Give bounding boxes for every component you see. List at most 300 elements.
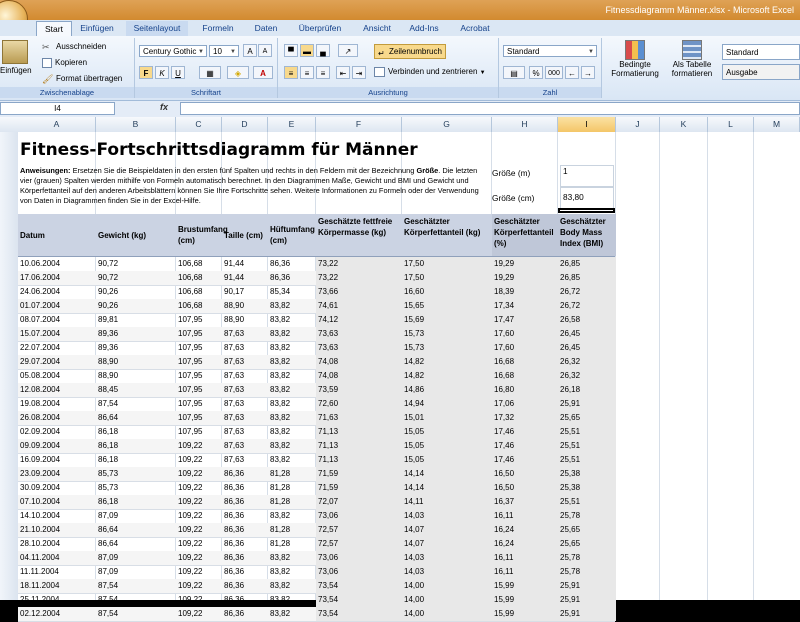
currency-button[interactable] [503, 66, 525, 79]
borders-button[interactable] [199, 66, 221, 79]
table-cell[interactable]: 86,36 [224, 567, 245, 576]
table-cell[interactable]: 89,36 [98, 329, 119, 338]
table-cell[interactable]: 17,50 [402, 271, 492, 285]
table-cell[interactable]: 81,28 [270, 539, 291, 548]
table-cell[interactable]: 87,54 [98, 595, 119, 604]
table-cell[interactable]: 19,29 [492, 271, 558, 285]
table-cell[interactable]: 86,64 [98, 539, 119, 548]
format-as-table-button[interactable] [664, 40, 720, 78]
table-cell[interactable]: 107,95 [178, 413, 203, 422]
table-cell[interactable]: 89,36 [98, 343, 119, 352]
table-cell[interactable]: 25,78 [558, 551, 616, 565]
paste-button[interactable] [0, 40, 32, 75]
table-cell[interactable]: 90,72 [98, 273, 119, 282]
table-cell[interactable]: 17,46 [492, 439, 558, 453]
table-cell[interactable]: 88,90 [98, 357, 119, 366]
orientation-button[interactable]: ↗ [338, 44, 358, 57]
table-cell[interactable]: 17,50 [402, 257, 492, 271]
tab-insert[interactable]: Einfügen [80, 23, 114, 33]
table-cell[interactable]: 25,65 [558, 523, 616, 537]
table-cell[interactable]: 107,95 [178, 399, 203, 408]
table-cell[interactable]: 09.09.2004 [20, 441, 61, 450]
table-cell[interactable]: 72,60 [316, 397, 402, 411]
column-header-m[interactable]: M [754, 117, 800, 132]
table-cell[interactable]: 87,63 [224, 455, 245, 464]
table-cell[interactable]: 16,50 [492, 467, 558, 481]
table-cell[interactable]: 25,51 [558, 439, 616, 453]
table-cell[interactable]: 90,26 [98, 287, 119, 296]
table-cell[interactable]: 25,65 [558, 537, 616, 551]
table-cell[interactable]: 21.10.2004 [20, 525, 61, 534]
table-cell[interactable]: 25.11.2004 [20, 595, 60, 604]
table-cell[interactable]: 05.08.2004 [20, 371, 61, 380]
fx-icon[interactable]: fx [160, 102, 169, 112]
table-cell[interactable]: 87,54 [98, 609, 119, 618]
table-cell[interactable]: 14,14 [402, 467, 492, 481]
table-cell[interactable]: 87,63 [224, 343, 245, 352]
align-left-button[interactable]: ≡ [284, 66, 298, 79]
table-cell[interactable]: 71,13 [316, 439, 402, 453]
format-painter-button[interactable] [42, 74, 122, 84]
table-cell[interactable]: 86,36 [224, 581, 245, 590]
table-cell[interactable]: 86,36 [270, 259, 291, 268]
table-cell[interactable]: 25,78 [558, 565, 616, 579]
table-cell[interactable]: 17,06 [492, 397, 558, 411]
table-cell[interactable]: 74,61 [316, 299, 402, 313]
table-cell[interactable]: 86,36 [224, 511, 245, 520]
table-cell[interactable]: 109,22 [178, 595, 203, 604]
table-cell[interactable]: 73,54 [316, 593, 402, 607]
table-cell[interactable]: 88,90 [224, 315, 245, 324]
table-cell[interactable]: 30.09.2004 [20, 483, 61, 492]
table-cell[interactable]: 106,68 [178, 273, 203, 282]
table-cell[interactable]: 14,82 [402, 369, 492, 383]
italic-button[interactable]: K [155, 66, 169, 79]
table-cell[interactable]: 107,95 [178, 371, 203, 380]
table-cell[interactable]: 86,36 [224, 525, 245, 534]
table-cell[interactable]: 26,72 [558, 285, 616, 299]
table-cell[interactable]: 83,82 [270, 427, 291, 436]
table-cell[interactable]: 85,73 [98, 483, 119, 492]
align-top-button[interactable]: ▀ [284, 44, 298, 57]
table-cell[interactable]: 86,18 [98, 455, 119, 464]
table-cell[interactable]: 73,63 [316, 341, 402, 355]
table-cell[interactable]: 73,06 [316, 551, 402, 565]
table-cell[interactable]: 87,63 [224, 441, 245, 450]
table-cell[interactable]: 14,11 [402, 495, 492, 509]
table-cell[interactable]: 71,59 [316, 467, 402, 481]
table-cell[interactable]: 25,91 [558, 593, 616, 607]
table-cell[interactable]: 25,91 [558, 579, 616, 593]
table-cell[interactable]: 15,69 [402, 313, 492, 327]
table-cell[interactable]: 14,07 [402, 537, 492, 551]
table-cell[interactable]: 73,54 [316, 607, 402, 621]
font-color-button[interactable]: A [253, 66, 273, 79]
table-cell[interactable]: 86,64 [98, 413, 119, 422]
table-cell[interactable]: 109,22 [178, 441, 203, 450]
table-cell[interactable]: 14,00 [402, 607, 492, 621]
table-cell[interactable]: 14,14 [402, 481, 492, 495]
table-cell[interactable]: 26,45 [558, 341, 616, 355]
table-cell[interactable]: 83,82 [270, 609, 291, 618]
thousands-button[interactable]: 000 [545, 66, 563, 79]
decrease-indent-button[interactable]: ⇤ [336, 66, 350, 79]
instructions-text[interactable] [20, 166, 488, 212]
style-output[interactable]: Ausgabe [722, 64, 800, 80]
table-cell[interactable]: 04.11.2004 [20, 553, 60, 562]
table-cell[interactable]: 74,12 [316, 313, 402, 327]
table-cell[interactable]: 73,06 [316, 509, 402, 523]
font-family-select[interactable] [139, 45, 207, 57]
table-header-cell[interactable]: Datum [20, 230, 45, 240]
table-cell[interactable]: 14.10.2004 [20, 511, 61, 520]
table-cell[interactable]: 86,36 [224, 483, 245, 492]
align-middle-button[interactable]: ▬ [300, 44, 314, 57]
table-header-cell[interactable]: Geschätzte fettfreie Körpermasse (kg) [318, 217, 393, 237]
table-cell[interactable]: 72,57 [316, 523, 402, 537]
table-cell[interactable]: 12.08.2004 [20, 385, 61, 394]
column-header-i[interactable]: I [558, 117, 616, 132]
table-cell[interactable]: 87,63 [224, 329, 245, 338]
table-cell[interactable]: 87,54 [98, 581, 119, 590]
align-right-button[interactable]: ≡ [316, 66, 330, 79]
table-cell[interactable]: 107,95 [178, 385, 203, 394]
table-cell[interactable]: 81,28 [270, 483, 291, 492]
table-cell[interactable]: 87,63 [224, 399, 245, 408]
table-cell[interactable]: 107,95 [178, 315, 203, 324]
table-cell[interactable]: 83,82 [270, 329, 291, 338]
table-cell[interactable]: 83,82 [270, 567, 291, 576]
table-cell[interactable]: 25,51 [558, 425, 616, 439]
table-cell[interactable]: 86,36 [224, 469, 245, 478]
table-cell[interactable]: 109,22 [178, 567, 203, 576]
table-cell[interactable]: 15,01 [402, 411, 492, 425]
table-cell[interactable]: 83,82 [270, 553, 291, 562]
table-cell[interactable]: 26.08.2004 [20, 413, 61, 422]
table-cell[interactable]: 83,82 [270, 413, 291, 422]
percent-button[interactable]: % [529, 66, 543, 79]
table-cell[interactable]: 83,82 [270, 581, 291, 590]
table-cell[interactable]: 19,29 [492, 257, 558, 271]
tab-data[interactable]: Daten [254, 23, 278, 33]
table-cell[interactable]: 18,39 [492, 285, 558, 299]
table-cell[interactable]: 25,65 [558, 411, 616, 425]
table-cell[interactable]: 15,73 [402, 327, 492, 341]
column-header-j[interactable]: J [616, 117, 660, 132]
table-cell[interactable]: 17,34 [492, 299, 558, 313]
table-cell[interactable]: 83,82 [270, 371, 291, 380]
table-cell[interactable]: 14,82 [402, 355, 492, 369]
table-cell[interactable]: 16,68 [492, 369, 558, 383]
table-cell[interactable]: 85,34 [270, 287, 291, 296]
table-cell[interactable]: 25,51 [558, 495, 616, 509]
table-cell[interactable]: 16,37 [492, 495, 558, 509]
table-cell[interactable]: 08.07.2004 [20, 315, 61, 324]
table-cell[interactable]: 16,11 [492, 509, 558, 523]
align-bottom-button[interactable]: ▄ [316, 44, 330, 57]
table-cell[interactable]: 25,51 [558, 453, 616, 467]
grow-font-button[interactable]: A [243, 44, 257, 57]
table-header-cell[interactable]: Geschätzter Körperfettanteil (%) [492, 214, 558, 256]
underline-button[interactable]: U [171, 66, 185, 79]
table-cell[interactable]: 19.08.2004 [20, 399, 61, 408]
table-cell[interactable]: 86,36 [224, 609, 245, 618]
table-cell[interactable]: 106,68 [178, 259, 203, 268]
table-cell[interactable]: 17,47 [492, 313, 558, 327]
tab-page-layout[interactable]: Seitenlayout [126, 21, 188, 36]
table-cell[interactable]: 17,60 [492, 327, 558, 341]
table-cell[interactable]: 86,36 [224, 497, 245, 506]
table-cell[interactable]: 88,45 [98, 385, 119, 394]
merge-center-button[interactable] [374, 67, 486, 77]
table-cell[interactable]: 73,59 [316, 383, 402, 397]
table-cell[interactable]: 16,50 [492, 481, 558, 495]
table-cell[interactable]: 87,09 [98, 511, 119, 520]
wrap-text-button[interactable] [374, 44, 446, 59]
table-cell[interactable]: 25,91 [558, 607, 616, 621]
table-cell[interactable]: 107,95 [178, 329, 203, 338]
table-cell[interactable]: 87,63 [224, 371, 245, 380]
table-cell[interactable]: 90,26 [98, 301, 119, 310]
table-cell[interactable]: 83,82 [270, 315, 291, 324]
table-cell[interactable]: 89,81 [98, 315, 119, 324]
table-header-cell[interactable]: Brustumfang (cm) [178, 225, 228, 245]
table-cell[interactable]: 14,07 [402, 523, 492, 537]
table-cell[interactable]: 81,28 [270, 525, 291, 534]
table-cell[interactable]: 88,90 [224, 301, 245, 310]
table-cell[interactable]: 81,28 [270, 497, 291, 506]
table-header-cell[interactable]: Hüftumfang (cm) [270, 225, 315, 245]
table-cell[interactable]: 87,09 [98, 553, 119, 562]
table-cell[interactable]: 106,68 [178, 301, 203, 310]
column-header-a[interactable]: A [18, 117, 96, 132]
table-cell[interactable]: 109,22 [178, 553, 203, 562]
table-cell[interactable]: 83,82 [270, 385, 291, 394]
table-cell[interactable]: 16,24 [492, 523, 558, 537]
table-cell[interactable]: 86,36 [270, 273, 291, 282]
table-cell[interactable]: 11.11.2004 [20, 567, 59, 576]
table-cell[interactable]: 107,95 [178, 343, 203, 352]
tab-acrobat[interactable]: Acrobat [460, 23, 490, 33]
table-cell[interactable]: 107,95 [178, 357, 203, 366]
table-cell[interactable]: 71,59 [316, 481, 402, 495]
height-m-cell[interactable] [560, 165, 614, 187]
tab-start[interactable]: Start [36, 21, 72, 37]
table-cell[interactable]: 15,99 [492, 579, 558, 593]
table-cell[interactable]: 28.10.2004 [20, 539, 61, 548]
font-size-select[interactable] [209, 45, 239, 57]
table-cell[interactable]: 109,22 [178, 539, 203, 548]
column-header-h[interactable]: H [492, 117, 558, 132]
table-cell[interactable]: 25,78 [558, 509, 616, 523]
copy-button[interactable] [42, 58, 87, 68]
table-cell[interactable]: 107,95 [178, 427, 203, 436]
table-cell[interactable]: 85,73 [98, 469, 119, 478]
fill-color-button[interactable] [227, 66, 249, 79]
table-cell[interactable]: 01.07.2004 [20, 301, 61, 310]
table-cell[interactable]: 17,60 [492, 341, 558, 355]
table-cell[interactable]: 73,22 [316, 257, 402, 271]
table-header-cell[interactable]: Taille (cm) [224, 230, 263, 240]
active-cell-cursor[interactable] [558, 208, 615, 213]
table-cell[interactable]: 87,63 [224, 427, 245, 436]
table-cell[interactable]: 16,11 [492, 551, 558, 565]
table-cell[interactable]: 83,82 [270, 511, 291, 520]
table-cell[interactable]: 26,58 [558, 313, 616, 327]
formula-input[interactable] [180, 102, 800, 115]
column-header-f[interactable]: F [316, 117, 402, 132]
table-cell[interactable]: 26,32 [558, 369, 616, 383]
table-cell[interactable]: 83,82 [270, 301, 291, 310]
table-cell[interactable]: 83,82 [270, 357, 291, 366]
table-cell[interactable]: 88,90 [98, 371, 119, 380]
table-cell[interactable]: 26,45 [558, 327, 616, 341]
table-cell[interactable]: 72,07 [316, 495, 402, 509]
table-cell[interactable]: 26,72 [558, 299, 616, 313]
table-cell[interactable]: 22.07.2004 [20, 343, 61, 352]
table-cell[interactable]: 16.09.2004 [20, 455, 61, 464]
bold-button[interactable]: F [139, 66, 153, 79]
table-cell[interactable]: 17,46 [492, 425, 558, 439]
table-cell[interactable]: 26,85 [558, 271, 616, 285]
table-cell[interactable]: 74,08 [316, 369, 402, 383]
table-cell[interactable]: 86,18 [98, 427, 119, 436]
table-cell[interactable]: 14,00 [402, 593, 492, 607]
column-header-c[interactable]: C [176, 117, 222, 132]
worksheet[interactable] [18, 132, 800, 618]
table-cell[interactable]: 73,54 [316, 579, 402, 593]
table-header-cell[interactable]: Gewicht (kg) [98, 230, 147, 240]
table-cell[interactable]: 109,22 [178, 581, 203, 590]
table-cell[interactable]: 83,82 [270, 455, 291, 464]
table-cell[interactable]: 15,99 [492, 607, 558, 621]
table-cell[interactable]: 91,44 [224, 259, 245, 268]
table-cell[interactable]: 90,17 [224, 287, 245, 296]
table-cell[interactable]: 109,22 [178, 511, 203, 520]
table-cell[interactable]: 26,18 [558, 383, 616, 397]
cut-button[interactable] [42, 42, 106, 52]
table-cell[interactable]: 14,03 [402, 509, 492, 523]
increase-decimal-button[interactable]: ← [565, 66, 579, 79]
table-header-cell[interactable]: Geschätzter Body Mass Index (BMI) [558, 214, 616, 256]
table-cell[interactable]: 72,57 [316, 537, 402, 551]
table-cell[interactable]: 86,18 [98, 441, 119, 450]
name-box[interactable]: I4 [0, 102, 115, 115]
table-cell[interactable]: 25,38 [558, 467, 616, 481]
conditional-formatting-button[interactable] [606, 40, 664, 78]
table-cell[interactable]: 73,06 [316, 565, 402, 579]
table-cell[interactable]: 16,24 [492, 537, 558, 551]
table-cell[interactable]: 16,60 [402, 285, 492, 299]
table-cell[interactable]: 109,22 [178, 455, 203, 464]
table-cell[interactable]: 86,36 [224, 595, 245, 604]
table-cell[interactable]: 87,54 [98, 399, 119, 408]
tab-addins[interactable]: Add-Ins [409, 23, 439, 33]
table-cell[interactable]: 14,00 [402, 579, 492, 593]
table-cell[interactable]: 106,68 [178, 287, 203, 296]
table-cell[interactable]: 87,09 [98, 567, 119, 576]
table-cell[interactable]: 83,82 [270, 595, 291, 604]
table-cell[interactable]: 87,63 [224, 413, 245, 422]
tab-formulas[interactable]: Formeln [202, 23, 234, 33]
table-cell[interactable]: 73,63 [316, 327, 402, 341]
table-cell[interactable]: 16,68 [492, 355, 558, 369]
table-cell[interactable]: 73,22 [316, 271, 402, 285]
table-cell[interactable]: 86,36 [224, 539, 245, 548]
table-cell[interactable]: 02.12.2004 [20, 609, 61, 618]
table-cell[interactable]: 17.06.2004 [20, 273, 61, 282]
table-cell[interactable]: 90,72 [98, 259, 119, 268]
table-cell[interactable]: 17,46 [492, 453, 558, 467]
tab-review[interactable]: Überprüfen [298, 23, 342, 33]
table-cell[interactable]: 15,05 [402, 439, 492, 453]
table-cell[interactable]: 17,32 [492, 411, 558, 425]
table-cell[interactable]: 87,63 [224, 357, 245, 366]
table-cell[interactable]: 71,63 [316, 411, 402, 425]
table-cell[interactable]: 24.06.2004 [20, 287, 61, 296]
column-header-d[interactable]: D [222, 117, 268, 132]
table-cell[interactable]: 18.11.2004 [20, 581, 60, 590]
table-cell[interactable]: 15,05 [402, 425, 492, 439]
table-cell[interactable]: 25,91 [558, 397, 616, 411]
table-cell[interactable]: 26,85 [558, 257, 616, 271]
table-cell[interactable]: 16,11 [492, 565, 558, 579]
height-cm-cell[interactable] [560, 187, 614, 209]
table-cell[interactable]: 73,66 [316, 285, 402, 299]
table-cell[interactable]: 86,18 [98, 497, 119, 506]
decrease-decimal-button[interactable]: → [581, 66, 595, 79]
column-header-e[interactable]: E [268, 117, 316, 132]
table-cell[interactable]: 83,82 [270, 343, 291, 352]
table-cell[interactable]: 02.09.2004 [20, 427, 61, 436]
table-cell[interactable]: 109,22 [178, 525, 203, 534]
sheet-title[interactable]: Fitness-Fortschrittsdiagramm für Männer [20, 140, 418, 160]
table-cell[interactable]: 29.07.2004 [20, 357, 61, 366]
table-cell[interactable]: 15,65 [402, 299, 492, 313]
column-header-b[interactable]: B [96, 117, 176, 132]
table-cell[interactable]: 83,82 [270, 441, 291, 450]
table-cell[interactable]: 10.06.2004 [20, 259, 61, 268]
number-format-select[interactable] [503, 45, 597, 57]
table-cell[interactable]: 14,94 [402, 397, 492, 411]
table-cell[interactable]: 83,82 [270, 399, 291, 408]
table-cell[interactable]: 23.09.2004 [20, 469, 61, 478]
table-cell[interactable]: 14,86 [402, 383, 492, 397]
column-header-g[interactable]: G [402, 117, 492, 132]
table-cell[interactable]: 109,22 [178, 483, 203, 492]
table-cell[interactable]: 91,44 [224, 273, 245, 282]
tab-view[interactable]: Ansicht [363, 23, 391, 33]
table-cell[interactable]: 87,63 [224, 385, 245, 394]
table-cell[interactable]: 71,13 [316, 425, 402, 439]
table-cell[interactable]: 14,03 [402, 551, 492, 565]
table-cell[interactable]: 109,22 [178, 609, 203, 618]
table-cell[interactable]: 86,64 [98, 525, 119, 534]
table-cell[interactable]: 26,32 [558, 355, 616, 369]
shrink-font-button[interactable]: A [258, 44, 272, 57]
style-standard[interactable]: Standard [722, 44, 800, 60]
increase-indent-button[interactable]: ⇥ [352, 66, 366, 79]
table-cell[interactable]: 74,08 [316, 355, 402, 369]
table-cell[interactable]: 15.07.2004 [20, 329, 61, 338]
table-cell[interactable]: 109,22 [178, 497, 203, 506]
align-center-button[interactable]: ≡ [300, 66, 314, 79]
column-header-l[interactable]: L [708, 117, 754, 132]
table-cell[interactable]: 25,38 [558, 481, 616, 495]
table-header-cell[interactable]: Geschätzter Körperfettanteil (kg) [404, 217, 481, 237]
table-cell[interactable]: 07.10.2004 [20, 497, 61, 506]
table-cell[interactable]: 15,73 [402, 341, 492, 355]
